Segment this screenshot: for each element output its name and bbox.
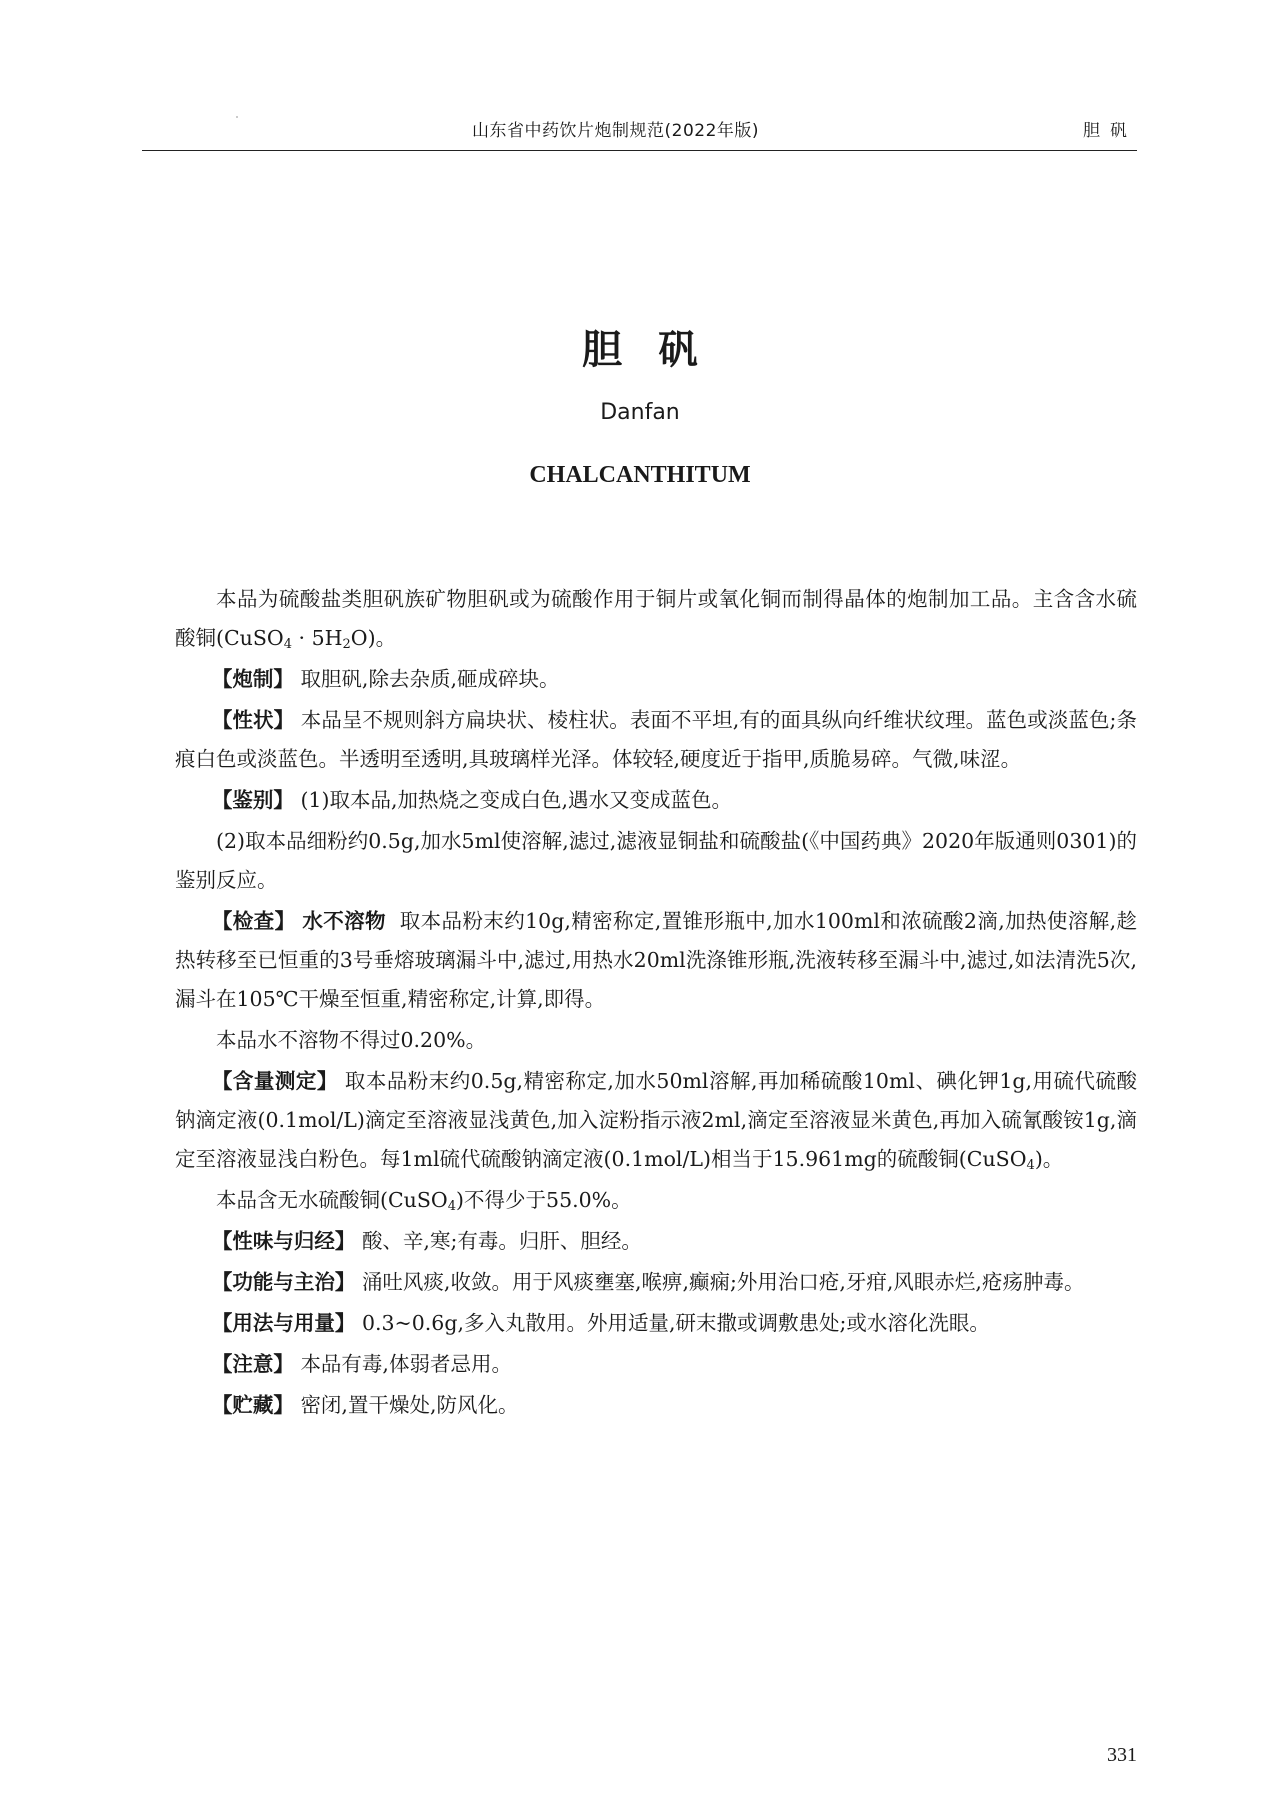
section-label: 【鉴别】 (211, 788, 294, 812)
assay-limit: 本品含无水硫酸铜(CuSO$_4$)不得少于55.0%。 (216, 1188, 632, 1214)
examination-limit: 本品水不溶物不得过0.20%。 (216, 1028, 487, 1052)
section-label: 【贮藏】 (211, 1393, 294, 1417)
assay-section: 【含量测定】 取本品粉末约0.5g,精密称定,加水50ml溶解,再加稀硫酸10ml、碘化钾1g,用硫代硫酸钠滴定液(0.1mol/L)滴定至溶液显浅黄色,加入淀粉指示液2ml,滴定至溶液显米黄色,再加入硫氰酸铵1g,滴定至溶液显浅白粉色。每1ml硫代硫酸钠滴定液(0.1mol/L)相当于15.961mg的硫酸铜(CuSO$_4$)。 (175, 1069, 1137, 1173)
scan-speck (236, 116, 238, 118)
section-label: 【性味与归经】 (211, 1229, 356, 1253)
book-title: 山东省中药饮片炮制规范(2022年版) (472, 121, 760, 141)
examination-section: 【检查】 水不溶物 取本品粉末约10g,精密称定,置锥形瓶中,加水100ml和浓硫酸2滴,加热使溶解,趁热转移至已恒重的3号垂熔玻璃漏斗中,滤过,用热水20ml洗涤锥形瓶,洗液转移至漏斗中,滤过,如法清洗5次,漏斗在105℃干燥至恒重,精密称定,计算,即得。 (175, 909, 1137, 1011)
page-header (142, 110, 1137, 142)
sub-label: 水不溶物 (302, 909, 386, 933)
function-section: 【功能与主治】 涌吐风痰,收敛。用于风痰壅塞,喉痹,癫痫;外用治口疮,牙疳,风眼赤烂,疮疡肿毒。 (211, 1270, 1085, 1294)
caution-section: 【注意】 本品有毒,体弱者忌用。 (211, 1352, 512, 1376)
section-label: 【炮制】 (211, 667, 294, 691)
section-label: 【注意】 (211, 1352, 294, 1376)
identification-section: 【鉴别】 (1)取本品,加热烧之变成白色,遇水又变成蓝色。 (211, 788, 733, 812)
processing-section: 【炮制】 取胆矾,除去杂质,砸成碎块。 (211, 667, 560, 691)
nature-section: 【性味与归经】 酸、辛,寒;有毒。归肝、胆经。 (211, 1229, 642, 1253)
entry-title: 胆矾 (582, 327, 734, 373)
storage-section: 【贮藏】 密闭,置干燥处,防风化。 (211, 1393, 519, 1417)
entry-body (175, 580, 1137, 1427)
header-divider (142, 150, 1137, 151)
running-title: 胆矾 (1083, 121, 1137, 141)
intro-paragraph: 本品为硫酸盐类胆矾族矿物胆矾或为硫酸作用于铜片或氧化铜而制得晶体的炮制加工品。主含含水硫酸铜(CuSO$_4$ · $5H_2O$)。 (175, 587, 1137, 652)
entry-latin-name: CHALCANTHITUM (529, 462, 751, 488)
section-label: 【功能与主治】 (211, 1270, 356, 1294)
section-label: 【含量测定】 (211, 1069, 338, 1093)
entry-pinyin: Danfan (600, 400, 680, 425)
section-label: 【性状】 (211, 708, 295, 732)
character-section: 【性状】 本品呈不规则斜方扁块状、棱柱状。表面不平坦,有的面具纵向纤维状纹理。蓝色或淡蓝色;条痕白色或淡蓝色。半透明至透明,具玻璃样光泽。体较轻,硬度近于指甲,质脆易碎。气微,味涩。 (175, 708, 1138, 771)
section-label: 【用法与用量】 (211, 1311, 356, 1335)
identification-item-2: (2)取本品细粉约0.5g,加水5ml使溶解,滤过,滤液显铜盐和硫酸盐(《中国药典》2020年版通则0301)的鉴别反应。 (175, 829, 1137, 892)
page-number: 331 (1107, 1744, 1137, 1766)
section-label: 【检查】 (211, 909, 296, 933)
usage-section: 【用法与用量】 0.3~0.6g,多入丸散用。外用适量,研末撒或调敷患处;或水溶化洗眼。 (211, 1311, 990, 1335)
